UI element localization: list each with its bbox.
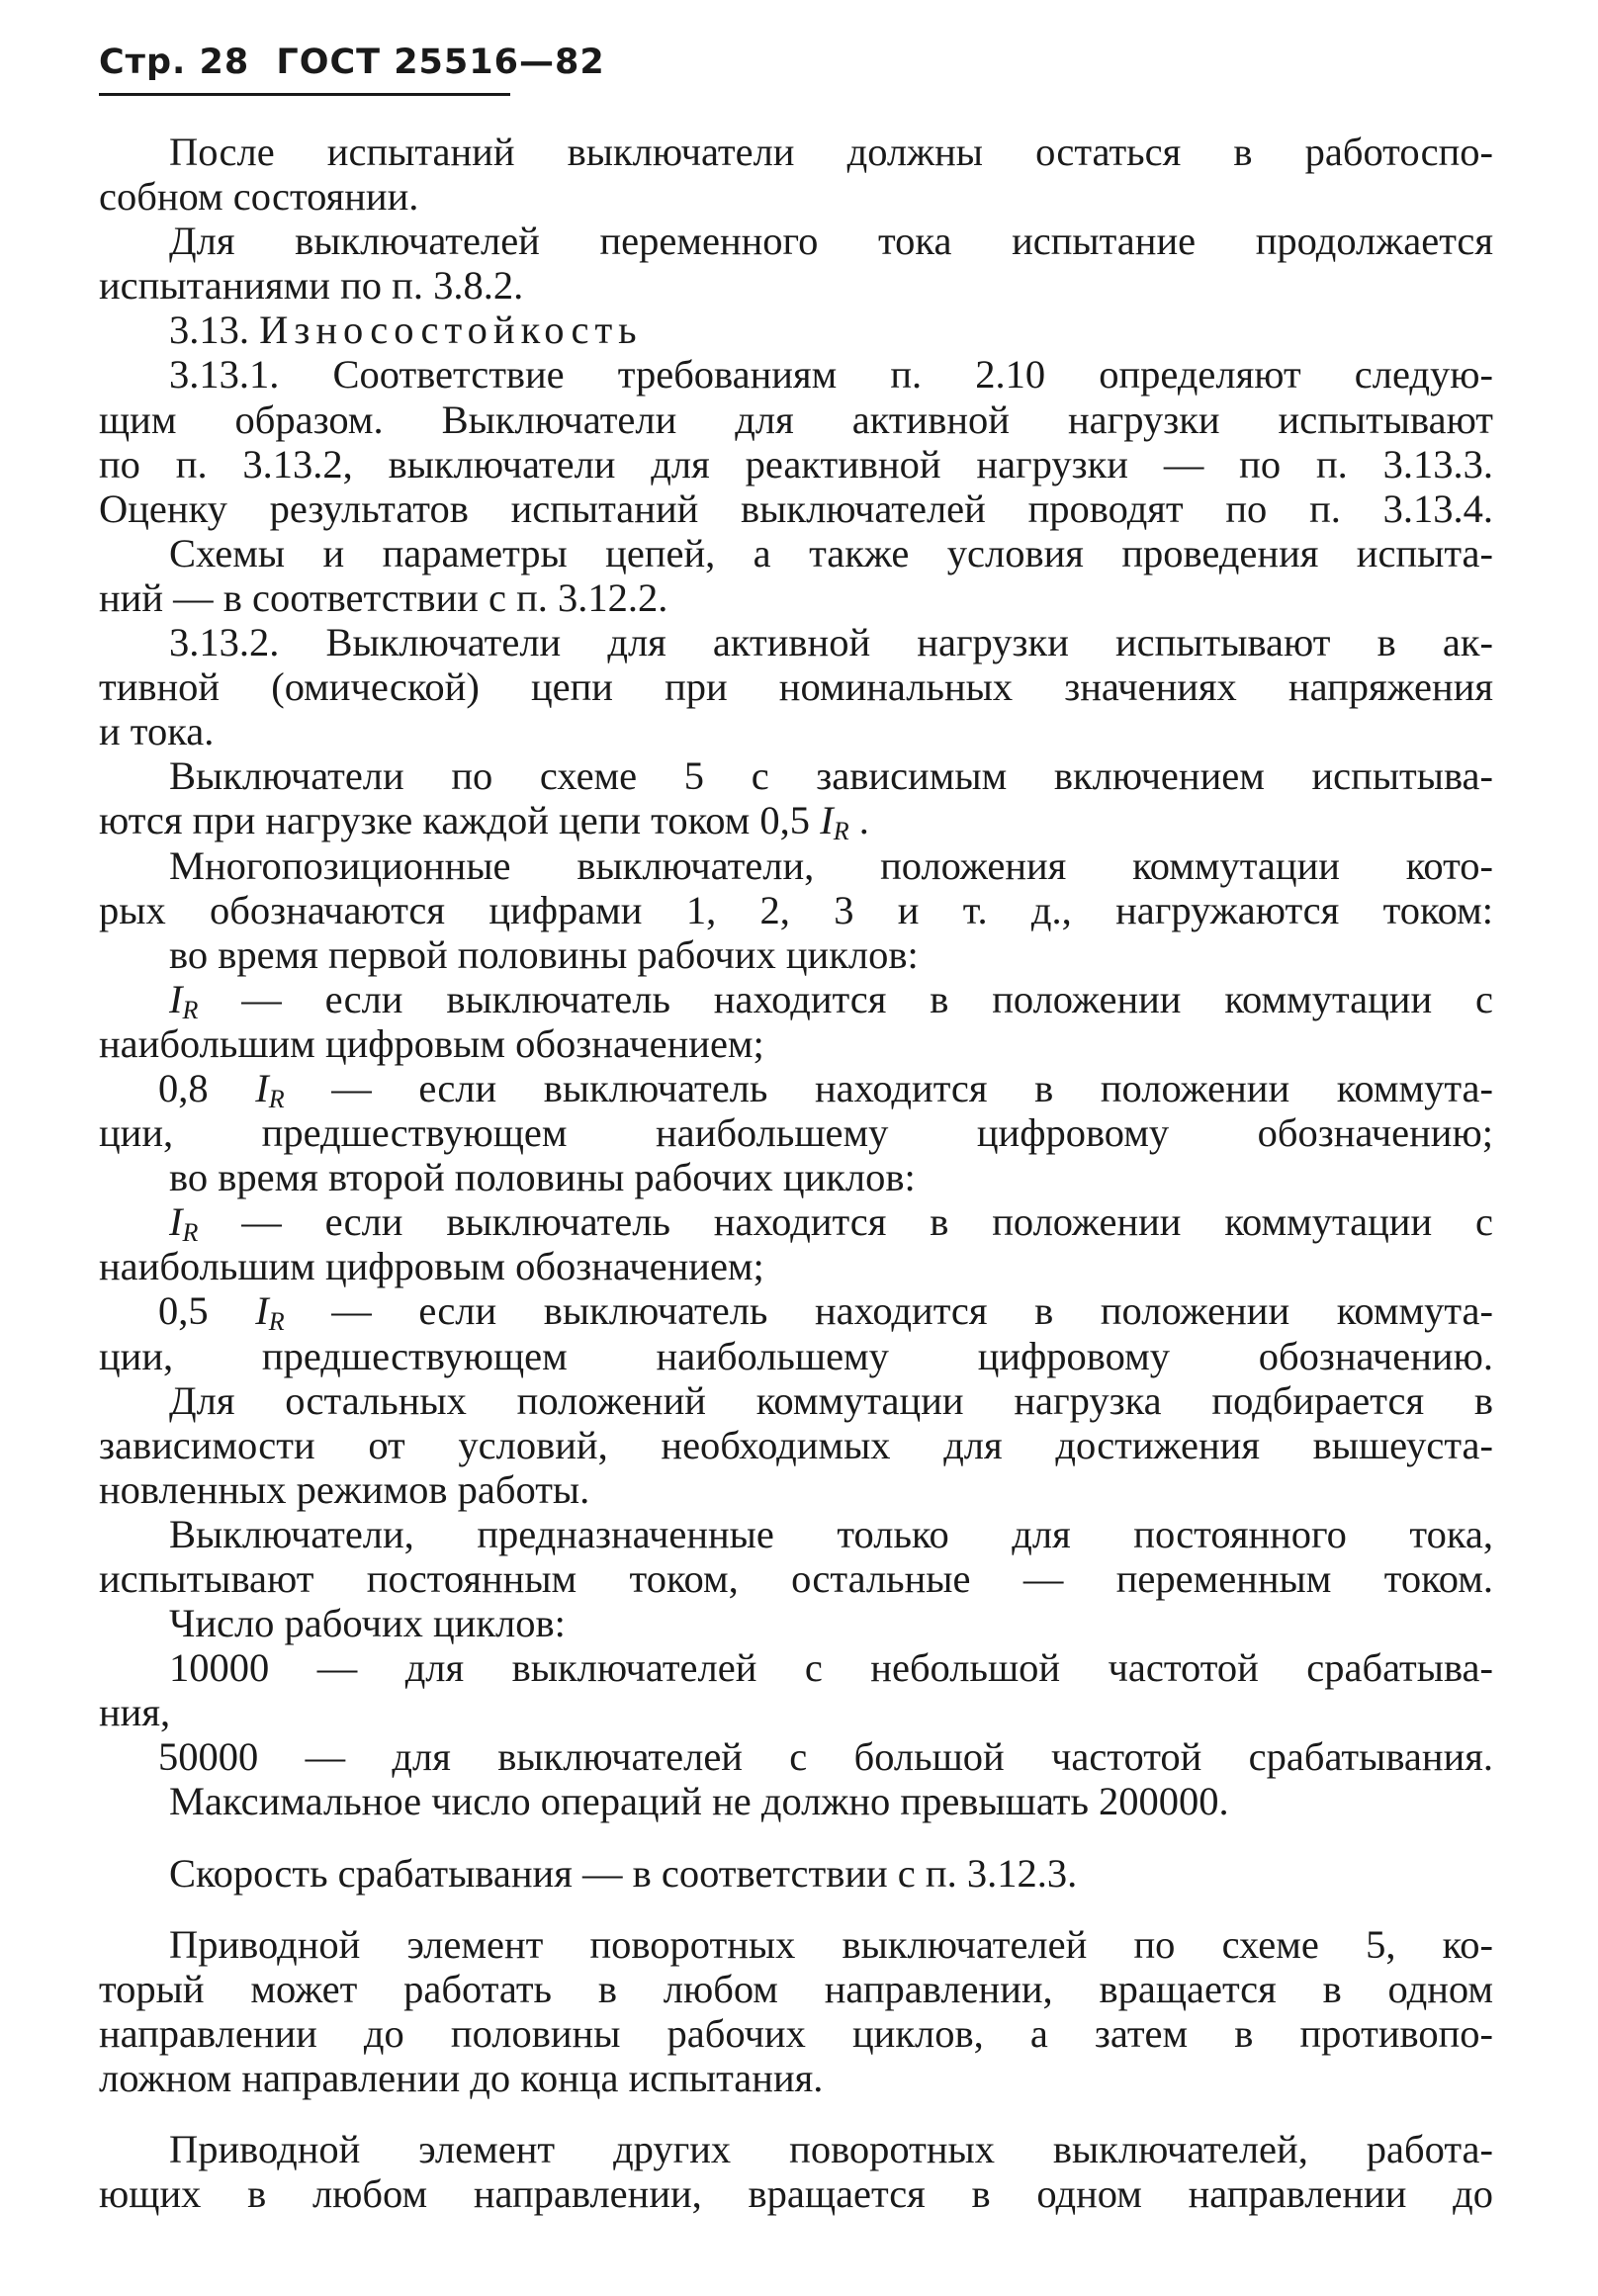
text-line: 3.13.2. Выключатели для активной нагрузки испытывают в ак-: [169, 620, 1493, 665]
standard-number: ГОСТ 25516—82: [276, 43, 605, 82]
text-fragment: .: [848, 798, 869, 843]
text-line: Число рабочих циклов:: [169, 1601, 566, 1646]
text-fragment: — если выключатель находится в положении коммута-: [284, 1065, 1493, 1110]
text-line: [99, 976, 1493, 1024]
current-symbol: I: [255, 1065, 269, 1110]
text-line: Многопозиционные выключатели, положения коммутации кото-: [169, 842, 1493, 888]
text-line: тивной (омической) цепи при номинальных значениях напряжения: [99, 664, 1493, 710]
text-line: во время первой половины рабочих циклов:: [169, 931, 919, 977]
page-header: [99, 40, 1493, 85]
text-line: Схемы и параметры цепей, а также условия проведения испыта-: [169, 530, 1493, 575]
section-title: Износостойкость: [259, 308, 643, 353]
text-line: Для остальных положений коммутации нагрузка подбирается в: [169, 1377, 1493, 1423]
text-line: Приводной элемент других поворотных выключателей, работа-: [169, 2127, 1493, 2172]
text-line: Максимальное число операций не должно превышать 200000.: [169, 1779, 1229, 1824]
text-line: ции, предшествующем наибольшему цифровому обозначению;: [99, 1110, 1493, 1156]
text-line: ющих в любом направлении, вращается в одном направлении до: [99, 2171, 1493, 2217]
text-fragment: — если выключатель находится в положении коммута-: [284, 1288, 1493, 1334]
current-symbol: I: [169, 1199, 183, 1245]
text-line: испытаниями по п. 3.8.2.: [99, 263, 524, 309]
current-symbol: I: [169, 976, 183, 1021]
text-fragment: 0,8: [158, 1065, 256, 1110]
text-line: ний — в соответствии с п. 3.12.2.: [99, 574, 668, 620]
header-rule: [99, 93, 510, 96]
text-line: [99, 1288, 1493, 1337]
current-subscript: R: [268, 1307, 285, 1337]
text-line: 3.13.1. Соответствие требованиям п. 2.10 определяют следую-: [169, 352, 1493, 397]
current-subscript: R: [182, 1218, 199, 1248]
text-fragment: ются при нагрузке каждой цепи током 0,5: [99, 798, 821, 843]
text-line: Скорость срабатывания — в соответствии с п. 3.12.3.: [169, 1850, 1078, 1896]
text-line: ния,: [99, 1690, 171, 1735]
text-line: зависимости от условий, необходимых для достижения вышеуста-: [99, 1422, 1493, 1467]
text-fragment: 0,5: [158, 1288, 256, 1334]
text-line: во время второй половины рабочих циклов:: [169, 1155, 916, 1200]
text-line: [99, 1199, 1493, 1248]
text-line: Выключатели по схеме 5 с зависимым включением испытыва-: [169, 753, 1493, 799]
text-line: направлении до половины рабочих циклов, а затем в противопо-: [99, 2010, 1493, 2056]
text-line: 50000 — для выключателей с большой частотой срабатывания.: [158, 1734, 1493, 1780]
text-fragment: — если выключатель находится в положении коммутации с: [198, 1199, 1493, 1245]
section-heading: [99, 308, 1493, 352]
section-number: 3.13.: [169, 308, 260, 353]
text-line: по п. 3.13.2, выключатели для реактивной нагрузки — по п. 3.13.3.: [99, 441, 1493, 486]
text-line: рых обозначаются цифрами 1, 2, 3 и т. д., нагружаются током:: [99, 887, 1493, 932]
text-line: наибольшим цифровым обозначением;: [99, 1244, 764, 1289]
text-line: собном состоянии.: [99, 174, 419, 220]
current-subscript: R: [268, 1084, 285, 1113]
paragraph-gap: [99, 1824, 1493, 1851]
current-symbol: I: [255, 1288, 269, 1334]
body-text: [99, 130, 1493, 2216]
text-line: торый может работать в любом направлении, вращается в одном: [99, 1966, 1493, 2011]
text-line: Приводной элемент поворотных выключателей по схеме 5, ко-: [169, 1921, 1493, 1967]
page-label: Стр. 28: [99, 43, 250, 82]
current-subscript: R: [833, 817, 849, 846]
text-line: Выключатели, предназначенные только для постоянного тока,: [169, 1511, 1493, 1556]
document-page: [99, 40, 1493, 2216]
text-line: [99, 1065, 1493, 1113]
current-symbol: I: [820, 798, 834, 843]
text-line: наибольшим цифровым обозначением;: [99, 1020, 764, 1066]
paragraph-gap: [99, 2100, 1493, 2127]
text-line: ции, предшествующем наибольшему цифровому обозначению.: [99, 1333, 1493, 1378]
text-line: Оценку результатов испытаний выключателей проводят по п. 3.13.4.: [99, 486, 1493, 531]
text-line: ложном направлении до конца испытания.: [99, 2055, 824, 2100]
text-line: испытывают постоянным током, остальные — переменным током.: [99, 1556, 1493, 1601]
text-line: щим образом. Выключатели для активной нагрузки испытывают: [99, 397, 1493, 442]
text-line: Для выключателей переменного тока испытание продолжается: [169, 219, 1493, 264]
text-line: После испытаний выключатели должны остаться в работоспо-: [169, 130, 1493, 174]
text-fragment: — если выключатель находится в положении коммутации с: [198, 976, 1493, 1021]
text-line: и тока.: [99, 709, 215, 754]
current-subscript: R: [182, 995, 199, 1024]
paragraph-gap: [99, 1896, 1493, 1922]
text-line: 10000 — для выключателей с небольшой частотой срабатыва-: [169, 1645, 1493, 1691]
text-line: новленных режимов работы.: [99, 1466, 590, 1512]
text-line: [99, 798, 1493, 846]
